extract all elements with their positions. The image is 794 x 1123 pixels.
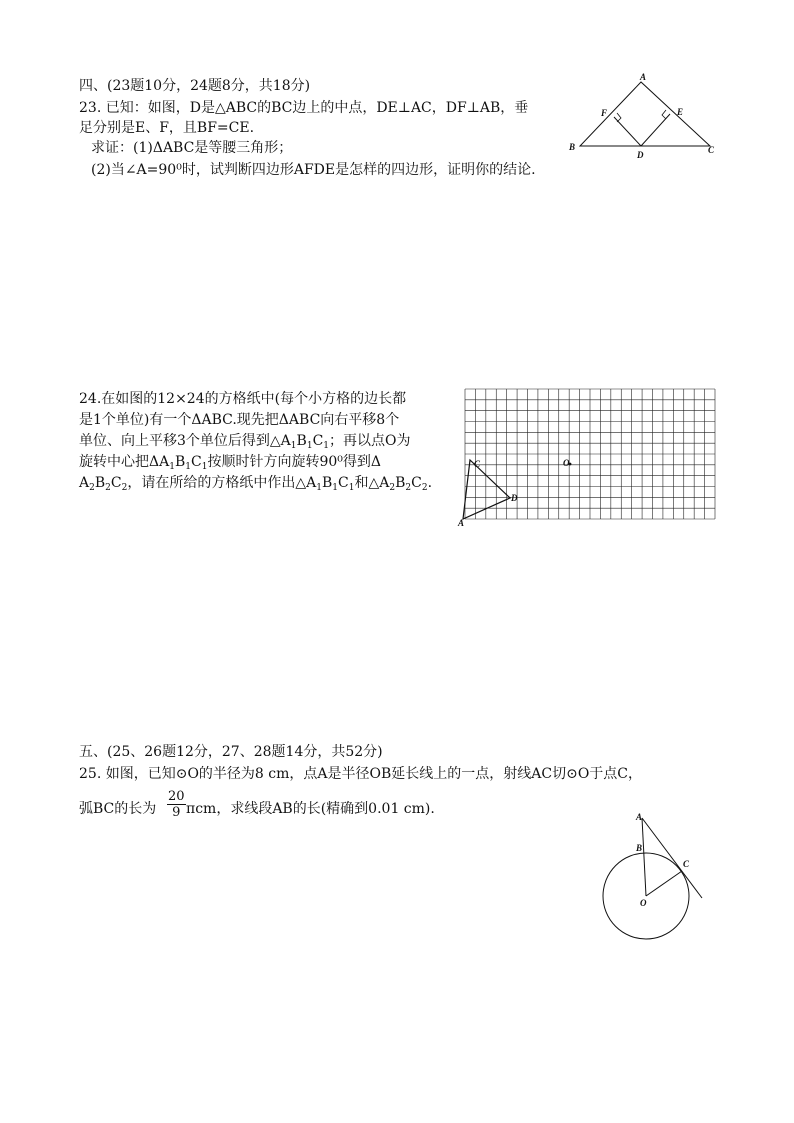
- q24-label-a: A: [458, 518, 465, 528]
- q23-label-b: B: [569, 142, 576, 152]
- q25-label-a: A: [636, 812, 643, 822]
- q23-line-4: (2)当∠A=90⁰时，试判断四边形AFDE是怎样的四边形，证明你的结论.: [91, 162, 536, 178]
- q25-label-o: O: [640, 898, 647, 908]
- q25-line-2-end: πcm，求线段AB的长(精确到0.01 cm).: [186, 801, 435, 817]
- q24-grid-figure: [455, 384, 720, 529]
- q24-line-3: 单位、向上平移3个单位后得到$\triangle A_1B_1C_1$；再以点O为: [79, 433, 411, 451]
- q23-triangle-figure: [566, 72, 726, 162]
- q23-label-c: C: [708, 145, 715, 155]
- q23-right-angle-e: [662, 110, 666, 119]
- q24-line-5: $A_2B_2C_2$，请在所给的方格纸中作出$\triangle A_1B_1C_1$和$\triangle A_2B_2C_2$.: [79, 475, 433, 493]
- q23-label-f: F: [601, 108, 608, 118]
- q25-segment-oc: [646, 871, 682, 896]
- q23-label-a: A: [640, 72, 647, 82]
- q24-line-2: 是1个单位)有一个ΔABC.现先把ΔABC向右平移8个: [79, 412, 400, 428]
- q23-triangle-abc: [580, 82, 710, 146]
- q24-label-o: O: [563, 458, 570, 468]
- q24-triangle-acd: [463, 460, 510, 519]
- q25-segment-oa: [642, 818, 646, 896]
- section-4-header: 四、(23题10分，24题8分，共18分): [79, 78, 311, 94]
- q25-fraction: [167, 789, 186, 820]
- q25-label-b: B: [636, 843, 643, 853]
- q25-label-c: C: [683, 859, 690, 869]
- q23-line-1: 23. 已知：如图，D是△ABC的BC边上的中点，DE⊥AC，DF⊥AB，垂: [79, 100, 529, 116]
- q25-fraction-numerator: 20: [168, 789, 185, 804]
- q23-line-2: 足分别是E、F，且BF=CE.: [79, 120, 255, 136]
- q24-label-d: D: [511, 493, 518, 503]
- q24-line-4: 旋转中心把$\Delta A_1B_1C_1$按顺时针方向旋转90⁰得到Δ: [79, 454, 381, 472]
- q25-fraction-denominator: 9: [172, 805, 181, 820]
- q25-tangent-ray-ac: [642, 818, 702, 898]
- q24-line-1: 24.在如图的12×24的方格纸中(每个小方格的边长都: [79, 391, 407, 407]
- q23-label-d: D: [637, 150, 644, 160]
- q25-line-2-start: 弧BC的长为: [79, 801, 157, 817]
- q25-line-1: 25. 如图，已知⊙O的半径为8 cm，点A是半径OB延长线上的一点，射线AC切⊙O于点C，: [79, 766, 643, 782]
- q25-circle-figure: [598, 810, 708, 945]
- q24-label-c: C: [474, 459, 481, 469]
- q23-label-e: E: [677, 107, 684, 117]
- q24-grid-lines: [465, 389, 715, 519]
- section-5-header: 五、(25、26题12分，27、28题14分，共52分): [79, 744, 383, 760]
- q23-line-3: 求证：(1)ΔABC是等腰三角形；: [91, 140, 293, 156]
